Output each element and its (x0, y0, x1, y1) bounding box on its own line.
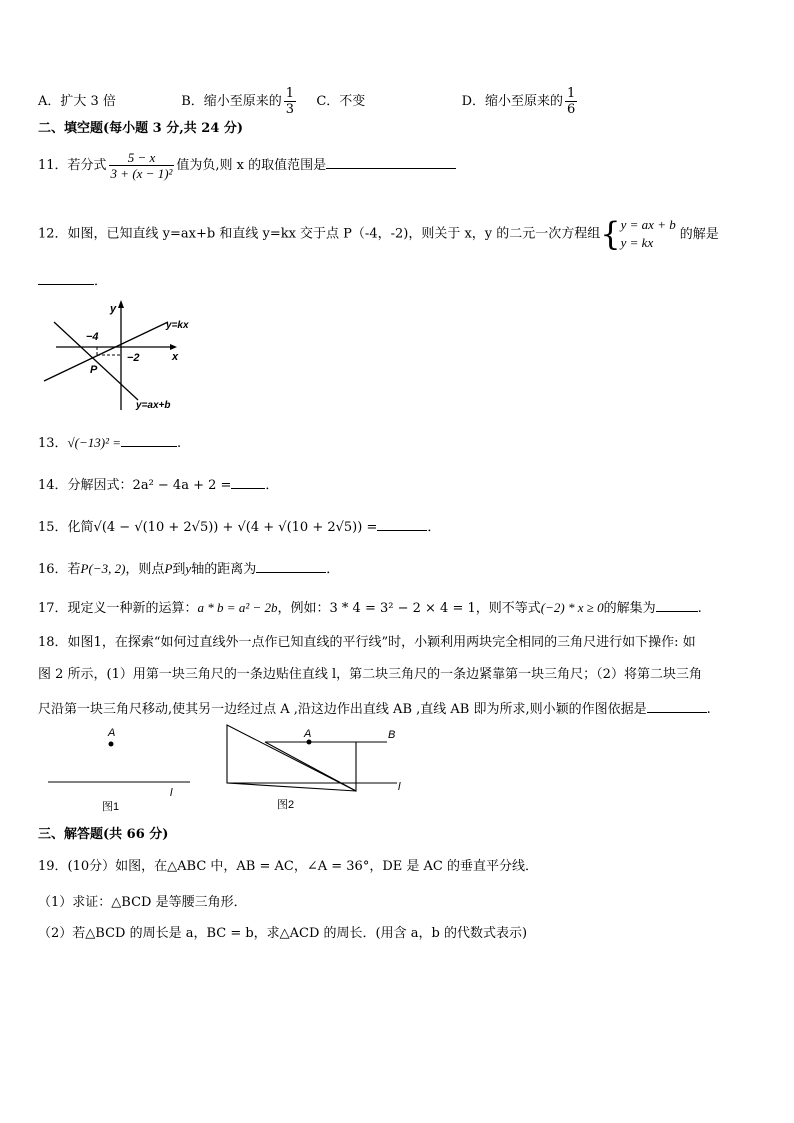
point-a (109, 742, 114, 747)
label-axb: y=ax+b (136, 400, 171, 411)
q18-figure-2 (222, 722, 422, 817)
q11-fraction: $\frac{5 - x}{\text{3 + (x − 1)²}}$ (110, 150, 173, 181)
q10-option-d: D．缩小至原来的 $\frac{1}{6}$ (461, 86, 576, 117)
fraction: $\frac{1}{3}$ (285, 86, 295, 117)
x-axis-arrow (170, 344, 177, 350)
label-l2: l (398, 781, 401, 793)
q12-system: y = ax + b y = kx (620, 217, 676, 250)
answer-blank[interactable] (656, 597, 698, 612)
q10-option-c: C．不变 (316, 94, 366, 109)
triangle-ruler-2 (265, 742, 356, 791)
question-18-line3: 尺沿第一块三角尺移动,使其另一边经过点 A ,沿这边作出直线 AB ,直线 AB 即为所求,则小颖的作图依据是 . (38, 698, 711, 719)
label-b: B (388, 729, 396, 741)
question-18-line2: 图 2 所示，(1）用第一块三角尺的一条边贴住直线 l，第二块三角尺的一条边紧靠第一块三角尺；（2）将第二块三角 (38, 667, 702, 682)
answer-blank[interactable] (231, 474, 265, 489)
question-13: 13．√(−13)² = . (38, 432, 181, 453)
label-a2: A (304, 728, 312, 740)
label-neg2: −2 (127, 352, 140, 364)
fraction: $\frac{1}{6}$ (567, 86, 576, 117)
answer-blank[interactable] (121, 432, 177, 447)
question-12: 12．如图，已知直线 y=ax+b 和直线 y=kx 交于点 P（-4，-2)，则关于 x，y 的二元一次方程组{ y = ax + b y = kx 的解是 (38, 215, 719, 253)
label-neg4: −4 (86, 331, 99, 343)
caption-fig1: 图1 (102, 801, 120, 813)
point-a2 (307, 740, 312, 745)
answer-blank[interactable] (377, 516, 427, 531)
label-a: A (108, 727, 116, 739)
label-kx: y=kx (166, 320, 189, 331)
section3-title: 三、解答题(共 66 分) (38, 827, 169, 842)
y-axis-arrow (118, 300, 124, 308)
question-19-stem: 19．(10分）如图，在△ABC 中，AB = AC，∠A = 36°，DE 是 AC 的垂直平分线． (38, 859, 538, 874)
answer-blank[interactable] (256, 558, 326, 573)
label-p: P (90, 364, 98, 376)
q10-option-b: B．缩小至原来的 $\frac{1}{3}$ (181, 86, 295, 117)
question-14: 14．分解因式：2a² − 4a + 2 = ． (38, 474, 278, 495)
q10-option-a: A．扩大 3 倍 (38, 94, 116, 109)
question-11: 11．若分式 $\frac{5 - x}{\text{3 + (x − 1)²}}$ 值为负,则 x 的取值范围是 (38, 150, 456, 181)
q12-figure (38, 298, 198, 413)
question-19-part2: （2）若△BCD 的周长是 a，BC = b，求△ACD 的周长．(用含 a，b 的代数式表示) (38, 926, 528, 941)
question-17: 17．现定义一种新的运算：a * b = a² − 2b，例如：3 * 4 = 3² − 2 × 4 = 1，则不等式(−2) * x ≥ 0的解集为 . (38, 597, 702, 618)
question-19-part1: （1）求证：△BCD 是等腰三角形． (38, 895, 247, 910)
section2-title: 二、填空题(每小题 3 分,共 24 分) (38, 121, 244, 136)
answer-blank[interactable] (38, 270, 94, 285)
question-12-answer: ． (38, 270, 107, 291)
label-y: y (110, 303, 117, 315)
answer-blank[interactable] (647, 698, 707, 713)
question-16: 16．若P(−3, 2)，则点P到y轴的距离为 ． (38, 558, 339, 579)
caption-fig2: 图2 (277, 799, 295, 811)
q18-figure-1 (44, 722, 194, 817)
label-x: x (172, 351, 179, 363)
q10-options (38, 86, 579, 117)
question-15: 15．化简√(4 − √(10 + 2√5)) + √(4 + √(10 + 2√5)) = ． (38, 516, 440, 537)
label-l: l (170, 787, 173, 799)
question-18-line1: 18．如图1，在探索“如何过直线外一点作已知直线的平行线”时，小颖利用两块完全相同的三角尺进行如下操作: 如 (38, 635, 696, 650)
answer-blank[interactable] (326, 154, 456, 169)
